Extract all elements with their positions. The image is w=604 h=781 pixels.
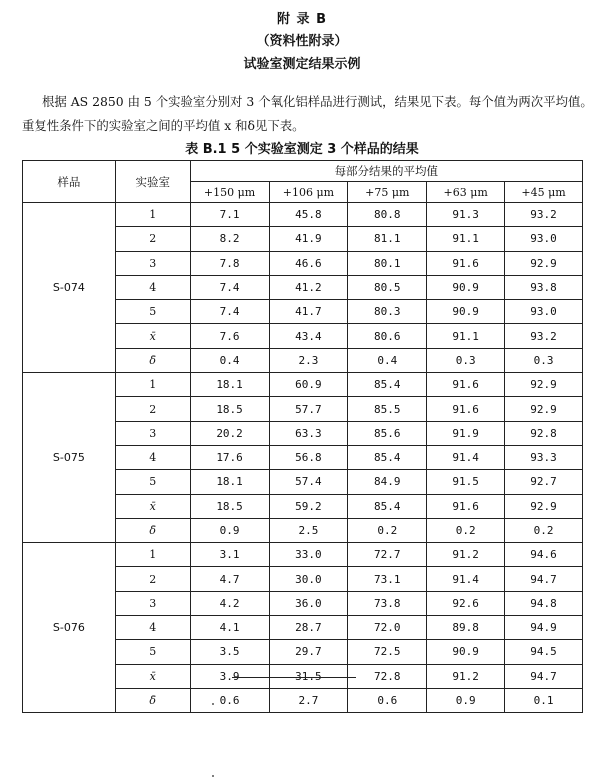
value-cell: 8.2 [190,227,269,251]
value-cell: 91.3 [427,203,505,227]
value-cell: 0.2 [348,518,427,542]
header-sample: 样品 [23,161,116,203]
header-size: +63 μm [427,182,505,203]
value-cell: 80.6 [348,324,427,348]
results-table [22,160,583,713]
lab-cell: 5 [115,300,190,324]
intro-paragraph-line-1: 根据 AS 2850 由 5 个实验室分别对 3 个氧化铝样品进行测试，结果见下表。每个值为两次平均值。 [42,94,593,109]
scan-speck [212,775,214,777]
value-cell: 0.2 [505,518,583,542]
value-cell: 93.0 [505,300,583,324]
value-cell: 92.6 [427,591,505,615]
value-cell: 0.4 [348,348,427,372]
value-cell: 56.8 [269,445,348,469]
sample-name: S-076 [23,543,116,713]
value-cell: 84.9 [348,470,427,494]
value-cell: 7.6 [190,324,269,348]
value-cell: 0.9 [427,688,505,712]
value-cell: 18.5 [190,397,269,421]
value-cell: 94.5 [505,640,583,664]
value-cell: 94.8 [505,591,583,615]
value-cell: 92.9 [505,397,583,421]
value-cell: 91.5 [427,470,505,494]
value-cell: 94.6 [505,543,583,567]
value-cell: 7.4 [190,300,269,324]
value-cell: 93.3 [505,445,583,469]
sample-name: S-075 [23,373,116,543]
lab-cell: 4 [115,445,190,469]
value-cell: 91.9 [427,421,505,445]
value-cell: 91.4 [427,567,505,591]
value-cell: 0.1 [505,688,583,712]
lab-cell: 5 [115,470,190,494]
header-size: +75 μm [348,182,427,203]
value-cell: 91.1 [427,324,505,348]
value-cell: 60.9 [269,373,348,397]
value-cell: 91.6 [427,494,505,518]
intro-paragraph-line-2: 重复性条件下的实验室之间的平均值 x 和δ见下表。 [22,118,305,133]
value-cell: 41.7 [269,300,348,324]
value-cell: 0.6 [190,688,269,712]
sample-name: S-074 [23,203,116,373]
value-cell: 36.0 [269,591,348,615]
value-cell: 93.8 [505,275,583,299]
value-cell: 91.2 [427,543,505,567]
value-cell: 85.4 [348,494,427,518]
value-cell: 85.4 [348,373,427,397]
lab-cell: δ̄ [115,518,190,542]
value-cell: 7.1 [190,203,269,227]
value-cell: 29.7 [269,640,348,664]
value-cell: 57.4 [269,470,348,494]
header-average-group: 每部分结果的平均值 [190,161,582,182]
value-cell: 94.9 [505,616,583,640]
table-row [23,373,583,397]
value-cell: 91.4 [427,445,505,469]
value-cell: 85.5 [348,397,427,421]
table-body [23,203,583,713]
value-cell: 0.3 [505,348,583,372]
end-rule [232,677,356,678]
lab-cell: 4 [115,616,190,640]
value-cell: 4.7 [190,567,269,591]
lab-cell: δ̄ [115,348,190,372]
value-cell: 3.5 [190,640,269,664]
value-cell: 0.6 [348,688,427,712]
value-cell: 72.5 [348,640,427,664]
appendix-title: 试验室测定结果示例 [243,57,361,72]
appendix-label: 附 录 B [277,12,327,27]
lab-cell: 1 [115,203,190,227]
value-cell: 92.7 [505,470,583,494]
value-cell: 30.0 [269,567,348,591]
value-cell: 2.3 [269,348,348,372]
value-cell: 94.7 [505,567,583,591]
value-cell: 0.3 [427,348,505,372]
value-cell: 63.3 [269,421,348,445]
value-cell: 2.7 [269,688,348,712]
value-cell: 41.2 [269,275,348,299]
value-cell: 0.9 [190,518,269,542]
lab-cell: x̄ [115,494,190,518]
value-cell: 91.2 [427,664,505,688]
value-cell: 59.2 [269,494,348,518]
table-caption: 表 B.1 5 个实验室测定 3 个样品的结果 [185,142,419,157]
value-cell: 91.6 [427,397,505,421]
value-cell: 92.9 [505,494,583,518]
value-cell: 80.5 [348,275,427,299]
value-cell: 3.9 [190,664,269,688]
value-cell: 81.1 [348,227,427,251]
value-cell: 46.6 [269,251,348,275]
value-cell: 90.9 [427,275,505,299]
value-cell: 72.7 [348,543,427,567]
table-row [23,203,583,227]
lab-cell: 3 [115,251,190,275]
lab-cell: 3 [115,421,190,445]
lab-cell: 1 [115,373,190,397]
value-cell: 7.8 [190,251,269,275]
value-cell: 17.6 [190,445,269,469]
lab-cell: x̄ [115,664,190,688]
value-cell: 91.6 [427,373,505,397]
value-cell: 92.9 [505,373,583,397]
value-cell: 92.9 [505,251,583,275]
table-row [23,543,583,567]
value-cell: 41.9 [269,227,348,251]
lab-cell: 2 [115,227,190,251]
lab-cell: 2 [115,567,190,591]
value-cell: 80.3 [348,300,427,324]
value-cell: 4.1 [190,616,269,640]
value-cell: 7.4 [190,275,269,299]
value-cell: 92.8 [505,421,583,445]
value-cell: 33.0 [269,543,348,567]
value-cell: 0.2 [427,518,505,542]
value-cell: 18.1 [190,470,269,494]
value-cell: 18.1 [190,373,269,397]
value-cell: 72.0 [348,616,427,640]
value-cell: 93.0 [505,227,583,251]
value-cell: 89.8 [427,616,505,640]
scan-speck [212,703,214,705]
lab-cell: 2 [115,397,190,421]
value-cell: 91.6 [427,251,505,275]
value-cell: 91.1 [427,227,505,251]
value-cell: 2.5 [269,518,348,542]
value-cell: 45.8 [269,203,348,227]
header-size: +106 μm [269,182,348,203]
lab-cell: δ̄ [115,688,190,712]
lab-cell: x̄ [115,324,190,348]
lab-cell: 1 [115,543,190,567]
lab-cell: 4 [115,275,190,299]
value-cell: 57.7 [269,397,348,421]
value-cell: 94.7 [505,664,583,688]
value-cell: 20.2 [190,421,269,445]
lab-cell: 3 [115,591,190,615]
value-cell: 73.8 [348,591,427,615]
value-cell: 85.4 [348,445,427,469]
value-cell: 80.8 [348,203,427,227]
value-cell: 0.4 [190,348,269,372]
header-size: +150 μm [190,182,269,203]
value-cell: 28.7 [269,616,348,640]
value-cell: 3.1 [190,543,269,567]
lab-cell: 5 [115,640,190,664]
value-cell: 18.5 [190,494,269,518]
value-cell: 85.6 [348,421,427,445]
appendix-type: （资料性附录） [256,34,348,49]
header-lab: 实验室 [115,161,190,203]
value-cell: 72.8 [348,664,427,688]
value-cell: 43.4 [269,324,348,348]
value-cell: 31.5 [269,664,348,688]
header-size: +45 μm [505,182,583,203]
value-cell: 80.1 [348,251,427,275]
value-cell: 90.9 [427,300,505,324]
value-cell: 73.1 [348,567,427,591]
value-cell: 90.9 [427,640,505,664]
value-cell: 93.2 [505,324,583,348]
value-cell: 93.2 [505,203,583,227]
value-cell: 4.2 [190,591,269,615]
